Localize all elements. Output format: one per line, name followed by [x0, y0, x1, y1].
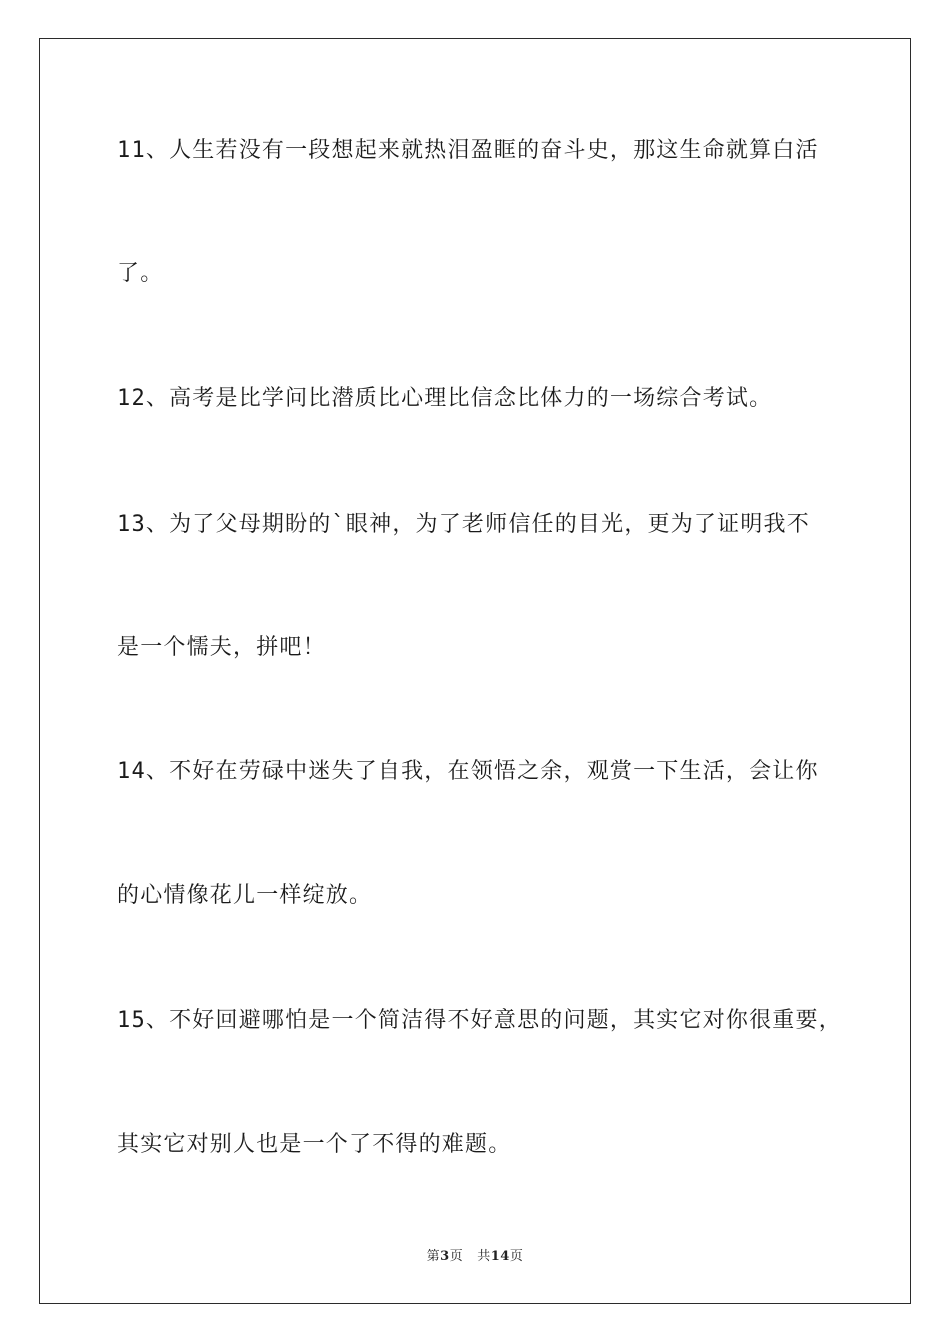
text-line: 12、高考是比学问比潜质比心理比信念比体力的一场综合考试。	[117, 386, 773, 411]
text-line: 是一个懦夫，拼吧！	[117, 635, 326, 660]
total-suffix: 页	[509, 1249, 524, 1264]
text-line: 11、人生若没有一段想起来就热泪盈眶的奋斗史，那这生命就算白活	[117, 138, 819, 163]
text-line: 了。	[117, 261, 164, 286]
page-footer	[0, 1245, 950, 1264]
page-number: 3	[440, 1249, 450, 1264]
text-line: 15、不好回避哪怕是一个简洁得不好意思的问题，其实它对你很重要，	[117, 1008, 842, 1033]
total-pages: 14	[490, 1249, 510, 1264]
page-border	[39, 38, 911, 1304]
total-prefix: 共	[477, 1249, 491, 1264]
page-prefix: 第	[426, 1249, 441, 1264]
text-line: 其实它对别人也是一个了不得的难题。	[117, 1132, 512, 1157]
page-suffix: 页	[449, 1249, 464, 1264]
text-line: 的心情像花儿一样绽放。	[117, 883, 373, 908]
text-line: 13、为了父母期盼的`眼神，为了老师信任的目光，更为了证明我不	[117, 512, 810, 537]
text-line: 14、不好在劳碌中迷失了自我，在领悟之余，观赏一下生活，会让你	[117, 759, 819, 784]
